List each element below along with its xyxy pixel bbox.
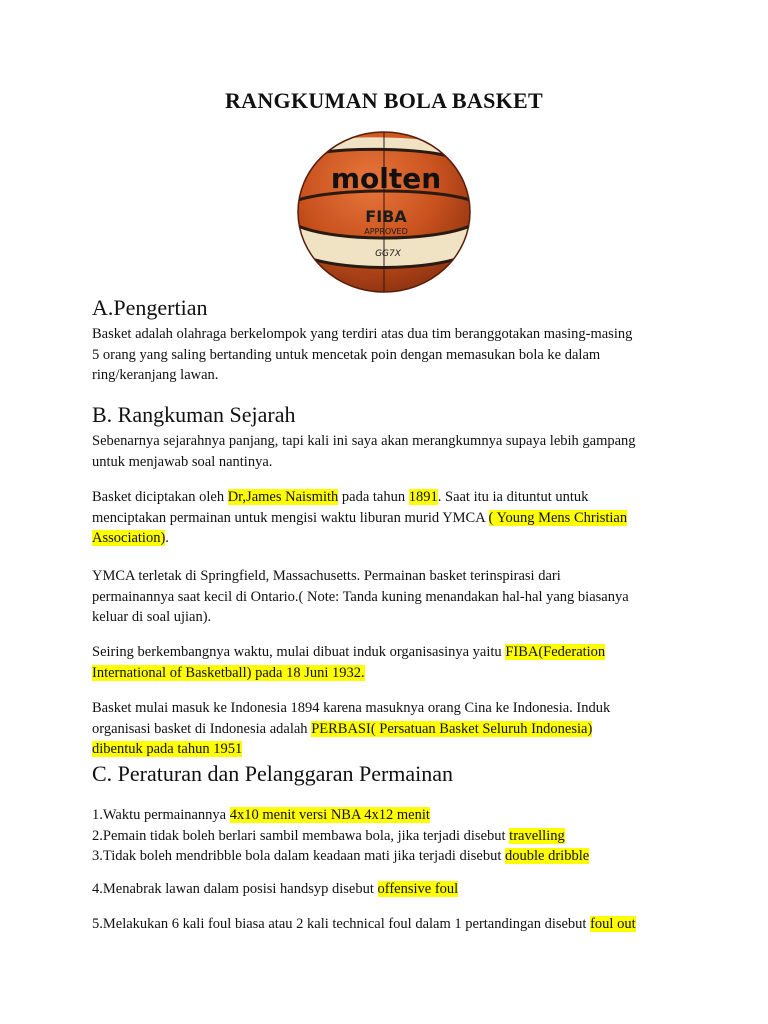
naismith-text: menciptakan permainan untuk mengisi waktu liburan murid YMCA [92, 509, 489, 526]
paragraph-sejarah-intro [92, 431, 682, 472]
highlight-perbasi: PERBASI( Persatuan Basket Seluruh Indonesia) [311, 720, 593, 737]
highlight-ymca-cont: Association) [92, 530, 166, 546]
paragraph-sejarah-naismith [92, 487, 682, 549]
perbasi-line-3 [92, 739, 682, 760]
pengertian-line-3: ring/keranjang lawan. [92, 367, 219, 383]
perbasi-line-1: Basket mulai masuk ke Indonesia 1894 karena masuknya orang Cina ke Indonesia. Induk [92, 700, 611, 716]
heading-peraturan: C. Peraturan dan Pelanggaran Permainan [92, 761, 454, 786]
rules-list-1-3 [92, 805, 682, 867]
fiba-text: Seiring berkembangnya waktu, mulai dibuat induk organisasinya yaitu [92, 644, 506, 660]
ball-approved-text: APPROVED [364, 227, 408, 236]
pengertian-line-2: 5 orang yang saling bertanding untuk mencetak poin dengan memasukan bola ke dalam [92, 346, 601, 363]
ymca-line-2: permainannya saat kecil di Ontario.( Note: Tanda kuning menandakan hal-hal yang biasanya [92, 588, 629, 605]
highlight-rule-2: travelling [509, 827, 565, 844]
highlight-inventor: Dr,James Naismith [227, 489, 339, 505]
rule-3 [92, 846, 682, 867]
highlight-rule-5: foul out [590, 916, 636, 932]
naismith-text: Basket diciptakan oleh [92, 489, 228, 505]
heading-pengertian: A.Pengertian [92, 295, 208, 320]
naismith-line-1 [92, 487, 682, 508]
perbasi-text: organisasi basket di Indonesia adalah [92, 720, 312, 737]
rule-text: 4.Menabrak lawan dalam posisi handsyp disebut [92, 881, 378, 897]
rule-text: 1.Waktu permainannya [92, 807, 230, 823]
naismith-text: . Saat itu ia dituntut untuk [437, 489, 589, 505]
basketball-image [296, 130, 472, 294]
ball-model-text: GG7X [375, 249, 401, 259]
highlight-fiba: FIBA(Federation [505, 644, 606, 660]
ball-fiba-text: FIBA [365, 207, 407, 226]
pengertian-line-1: Basket adalah olahraga berkelompok yang terdiri atas dua tim beranggotakan masing-masing [92, 326, 633, 342]
highlight-perbasi-year: dibentuk pada tahun 1951 [92, 741, 243, 757]
naismith-line-2 [92, 508, 682, 529]
paragraph-pengertian [92, 324, 682, 386]
rule-2 [92, 826, 682, 847]
rule-text: 2.Pemain tidak boleh berlari sambil membawa bola, jika terjadi disebut [92, 827, 510, 844]
sejarah-intro-line-1: Sebenarnya sejarahnya panjang, tapi kali ini saya akan merangkumnya supaya lebih gampang [92, 433, 636, 449]
naismith-line-3 [92, 528, 682, 549]
ball-brand-text: molten [330, 162, 442, 195]
basketball-illustration [296, 130, 472, 294]
highlight-year: 1891 [408, 489, 438, 505]
heading-sejarah: B. Rangkuman Sejarah [92, 402, 296, 427]
document-title: RANGKUMAN BOLA BASKET [224, 88, 543, 113]
rule-text: 3.Tidak boleh mendribble bola dalam keadaan mati jika terjadi disebut [92, 848, 506, 864]
rule-4 [92, 879, 682, 900]
fiba-line-1 [92, 642, 682, 663]
paragraph-sejarah-perbasi [92, 698, 682, 760]
rule-4-paragraph [92, 879, 682, 900]
highlight-ymca: ( Young Mens Christian [488, 509, 628, 526]
ymca-line-1: YMCA terletak di Springfield, Massachusetts. Permainan basket terinspirasi dari [92, 568, 561, 584]
rule-text: 5.Melakukan 6 kali foul biasa atau 2 kali technical foul dalam 1 pertandingan disebut [92, 916, 591, 932]
highlight-rule-3: double dribble [505, 848, 590, 864]
rule-5 [92, 914, 682, 935]
fiba-line-2 [92, 663, 682, 684]
paragraph-sejarah-fiba [92, 642, 682, 683]
naismith-text: pada tahun [338, 489, 409, 505]
naismith-text: . [165, 530, 169, 546]
highlight-rule-4: offensive foul [377, 881, 459, 897]
highlight-rule-1: 4x10 menit versi NBA 4x12 menit [229, 807, 430, 823]
paragraph-sejarah-ymca [92, 566, 682, 628]
rule-1 [92, 805, 682, 826]
sejarah-intro-line-2: untuk menjawab soal nantinya. [92, 453, 273, 470]
highlight-fiba-cont: International of Basketball) pada 18 Juni 1932. [92, 664, 365, 681]
ymca-line-3: keluar di soal ujian). [92, 609, 212, 625]
rule-5-paragraph [92, 914, 682, 935]
perbasi-line-2 [92, 719, 682, 740]
